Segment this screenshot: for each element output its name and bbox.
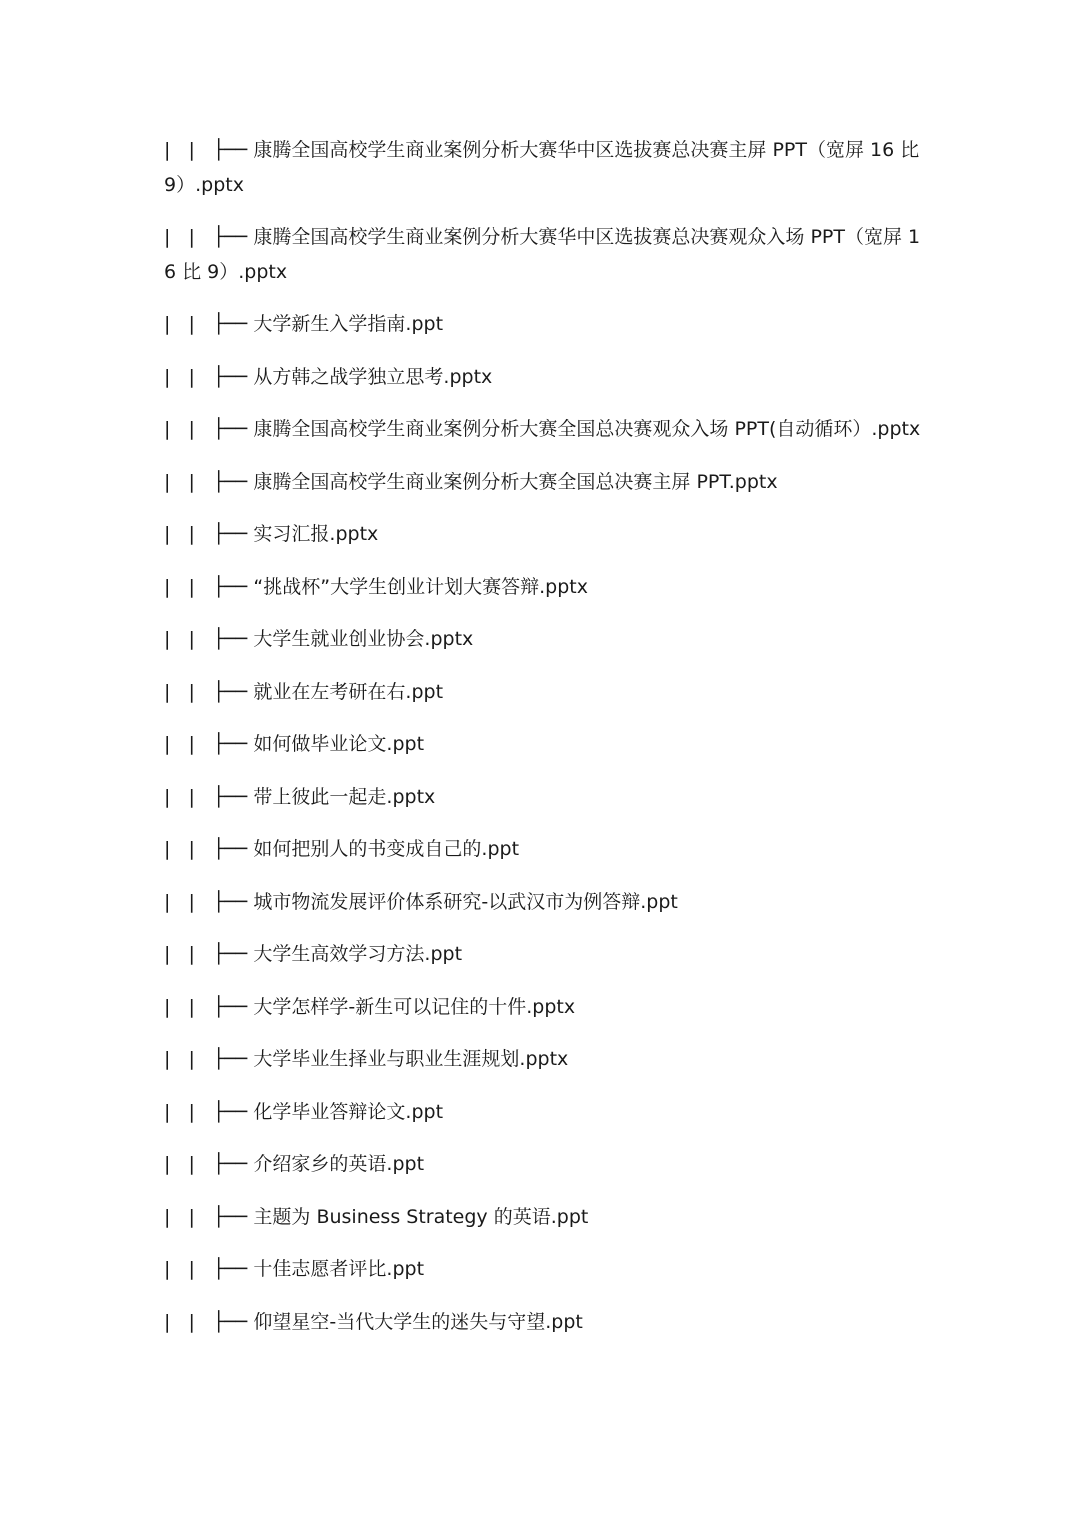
file-tree-item xyxy=(164,570,924,605)
tree-prefix: | | ├── xyxy=(164,226,254,248)
file-name: “挑战杯”大学生创业计划大赛答辩.pptx xyxy=(253,575,588,598)
tree-prefix: | | ├── xyxy=(164,628,254,650)
tree-prefix: | | ├── xyxy=(164,1310,254,1333)
file-name: 大学毕业生择业与职业生涯规划.pptx xyxy=(253,1048,569,1070)
file-name: 介绍家乡的英语.ppt xyxy=(253,1153,425,1175)
file-name: 主题为 Business Strategy 的英语.ppt xyxy=(253,1205,589,1228)
file-name: 康腾全国高校学生商业案例分析大赛全国总决赛主屏 PPT.pptx xyxy=(253,470,778,493)
file-tree-item xyxy=(164,465,924,500)
tree-prefix: | | ├── xyxy=(164,470,254,493)
tree-prefix: | | ├── xyxy=(164,1258,254,1280)
file-tree-item xyxy=(164,990,924,1025)
file-tree-item xyxy=(164,307,924,342)
file-name: 大学生就业创业协会.pptx xyxy=(253,628,474,650)
tree-prefix: | | ├── xyxy=(164,733,254,755)
file-tree-list xyxy=(164,133,924,1357)
file-name: 从方韩之战学独立思考.pptx xyxy=(253,365,493,388)
tree-prefix: | | ├── xyxy=(164,785,254,808)
tree-prefix: | | ├── xyxy=(164,1100,254,1123)
file-tree-item xyxy=(164,360,924,395)
file-tree-item xyxy=(164,220,924,289)
tree-prefix: | | ├── xyxy=(164,313,254,335)
file-tree-item xyxy=(164,1042,924,1077)
file-name: 如何把别人的书变成自己的.ppt xyxy=(253,838,520,860)
file-name: 实习汇报.pptx xyxy=(253,523,379,545)
tree-prefix: | | ├── xyxy=(164,365,254,388)
file-tree-item xyxy=(164,1200,924,1235)
file-name: 城市物流发展评价体系研究-以武汉市为例答辩.ppt xyxy=(253,890,678,913)
tree-prefix: | | ├── xyxy=(164,1048,254,1070)
file-tree-item xyxy=(164,937,924,972)
tree-prefix: | | ├── xyxy=(164,1153,254,1175)
file-name: 带上彼此一起走.pptx xyxy=(253,785,436,808)
file-tree-item xyxy=(164,1305,924,1340)
file-tree-item xyxy=(164,622,924,657)
file-name: 大学怎样学-新生可以记住的十件.pptx xyxy=(253,995,576,1018)
file-name: 仰望星空-当代大学生的迷失与守望.ppt xyxy=(253,1310,583,1333)
tree-prefix: | | ├── xyxy=(164,838,254,860)
tree-prefix: | | ├── xyxy=(164,575,254,598)
file-tree-item xyxy=(164,1252,924,1287)
file-tree-item xyxy=(164,832,924,867)
file-name: 康腾全国高校学生商业案例分析大赛华中区选拔赛总决赛主屏 PPT（宽屏 16 比 9）.pptx xyxy=(164,139,920,196)
file-tree-item xyxy=(164,675,924,710)
file-tree-item xyxy=(164,133,924,202)
file-name: 康腾全国高校学生商业案例分析大赛华中区选拔赛总决赛观众入场 PPT（宽屏 16 比 9）.pptx xyxy=(164,226,921,283)
tree-prefix: | | ├── xyxy=(164,418,254,440)
file-tree-item xyxy=(164,885,924,920)
tree-prefix: | | ├── xyxy=(164,890,254,913)
file-name: 十佳志愿者评比.ppt xyxy=(253,1258,425,1280)
file-name: 就业在左考研在右.ppt xyxy=(253,680,444,703)
file-name: 化学毕业答辩论文.ppt xyxy=(253,1100,444,1123)
file-name: 如何做毕业论文.ppt xyxy=(253,733,425,755)
tree-prefix: | | ├── xyxy=(164,523,254,545)
file-tree-item xyxy=(164,727,924,762)
tree-prefix: | | ├── xyxy=(164,139,254,161)
file-tree-item xyxy=(164,517,924,552)
file-tree-item xyxy=(164,1147,924,1182)
tree-prefix: | | ├── xyxy=(164,1205,254,1228)
file-name: 大学生高效学习方法.ppt xyxy=(253,943,463,965)
file-tree-item xyxy=(164,1095,924,1130)
tree-prefix: | | ├── xyxy=(164,943,254,965)
file-name: 康腾全国高校学生商业案例分析大赛全国总决赛观众入场 PPT(自动循环）.pptx xyxy=(253,418,921,440)
file-tree-item xyxy=(164,780,924,815)
tree-prefix: | | ├── xyxy=(164,680,254,703)
file-tree-item xyxy=(164,412,924,447)
file-name: 大学新生入学指南.ppt xyxy=(253,313,444,335)
tree-prefix: | | ├── xyxy=(164,995,254,1018)
